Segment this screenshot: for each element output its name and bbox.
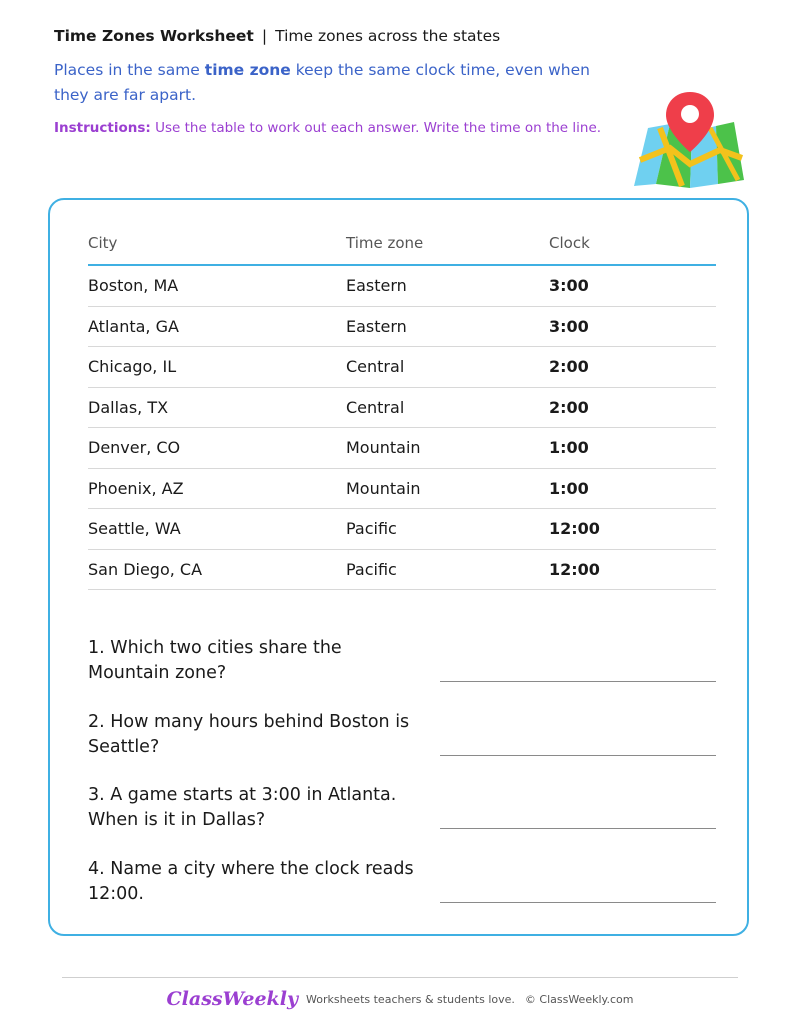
cell-city: Seattle, WA bbox=[88, 519, 181, 538]
intro-before: Places in the same bbox=[54, 61, 205, 79]
table-row bbox=[88, 266, 716, 307]
time-zone-table bbox=[88, 222, 716, 590]
cell-zone: Eastern bbox=[346, 276, 407, 295]
table-row bbox=[88, 509, 716, 550]
worksheet-title: Time Zones Worksheet bbox=[54, 27, 254, 45]
table-row bbox=[88, 550, 716, 591]
cell-zone: Mountain bbox=[346, 478, 421, 498]
table-row bbox=[88, 388, 716, 429]
cell-zone: Central bbox=[346, 357, 405, 376]
question-text: 3. A game starts at 3:00 in Atlanta. When is it in Dallas? bbox=[88, 785, 397, 830]
answer-line[interactable] bbox=[440, 681, 716, 682]
footer-tagline: Worksheets teachers & students love. bbox=[305, 993, 515, 1006]
cell-clock: 2:00 bbox=[549, 357, 589, 376]
content-card bbox=[48, 198, 749, 936]
table-row bbox=[88, 307, 716, 348]
cell-city: Boston, MA bbox=[88, 276, 179, 295]
cell-clock: 3:00 bbox=[549, 316, 589, 336]
intro-text bbox=[54, 58, 614, 108]
cell-city: San Diego, CA bbox=[88, 559, 203, 579]
map-pin-icon bbox=[630, 88, 746, 188]
worksheet-subtitle: Time zones across the states bbox=[275, 27, 501, 45]
intro-keyword: time zone bbox=[204, 61, 291, 79]
cell-city: Denver, CO bbox=[88, 438, 181, 457]
cell-clock: 12:00 bbox=[549, 519, 600, 538]
question-text: 1. Which two cities share the Mountain zone? bbox=[88, 638, 342, 683]
cell-city: Dallas, TX bbox=[88, 397, 169, 417]
intro-after: keep the same clock time, even when they are far apart. bbox=[54, 61, 590, 104]
question-text: 2. How many hours behind Boston is Seattle? bbox=[88, 711, 410, 757]
cell-city: Phoenix, AZ bbox=[88, 478, 184, 498]
header-city: City bbox=[88, 234, 118, 252]
cell-zone: Eastern bbox=[346, 316, 407, 336]
cell-clock: 3:00 bbox=[549, 276, 589, 295]
cell-zone: Pacific bbox=[346, 559, 397, 579]
cell-clock: 1:00 bbox=[549, 438, 589, 457]
question-item bbox=[88, 857, 716, 931]
cell-zone: Mountain bbox=[346, 438, 421, 457]
table-row bbox=[88, 347, 716, 388]
instructions-text: Use the table to work out each answer. Write the time on the line. bbox=[150, 120, 602, 136]
cell-zone: Pacific bbox=[346, 519, 397, 538]
footer-copyright: © ClassWeekly.com bbox=[524, 993, 634, 1006]
table-row bbox=[88, 428, 716, 469]
cell-zone: Central bbox=[346, 397, 405, 417]
cell-clock: 12:00 bbox=[549, 559, 600, 579]
footer-divider bbox=[62, 977, 738, 978]
question-item bbox=[88, 710, 716, 784]
table-row bbox=[88, 469, 716, 510]
table-header bbox=[88, 222, 716, 266]
question-item bbox=[88, 636, 716, 710]
instructions bbox=[54, 119, 601, 137]
cell-city: Atlanta, GA bbox=[88, 316, 179, 336]
header-separator: | bbox=[261, 27, 268, 45]
header-clock: Clock bbox=[549, 234, 590, 252]
instructions-label: Instructions: bbox=[54, 120, 151, 136]
brand-logo: ClassWeekly bbox=[166, 988, 298, 1010]
answer-line[interactable] bbox=[440, 828, 716, 829]
cell-clock: 1:00 bbox=[549, 478, 589, 498]
cell-clock: 2:00 bbox=[549, 397, 589, 417]
footer bbox=[0, 988, 800, 1010]
worksheet-header bbox=[54, 26, 500, 46]
question-text: 4. Name a city where the clock reads 12:00. bbox=[88, 858, 414, 904]
header-time-zone: Time zone bbox=[346, 234, 424, 252]
cell-city: Chicago, IL bbox=[88, 357, 177, 376]
question-item bbox=[88, 783, 716, 857]
answer-line[interactable] bbox=[440, 902, 716, 903]
question-list bbox=[88, 636, 716, 930]
answer-line[interactable] bbox=[440, 755, 716, 756]
